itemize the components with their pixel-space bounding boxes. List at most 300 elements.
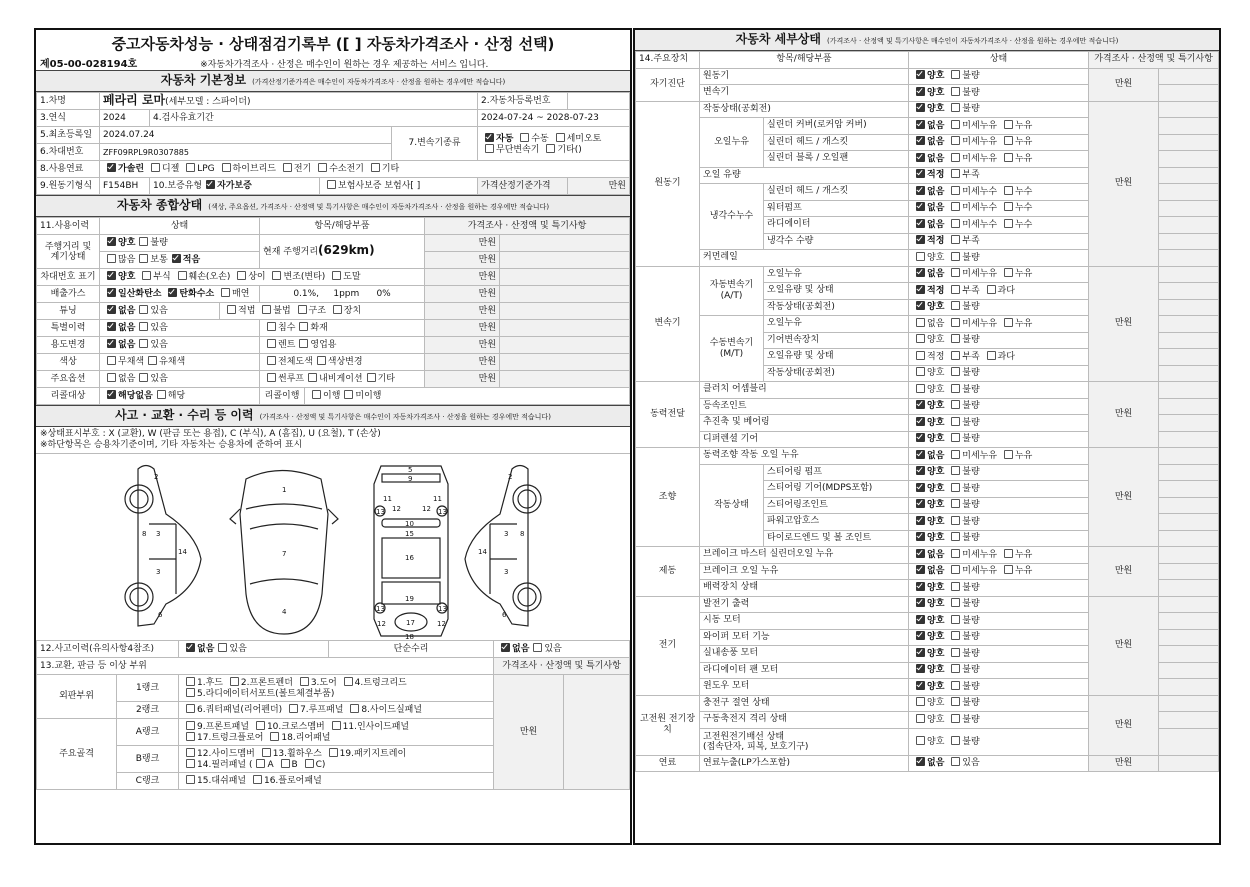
checkbox[interactable]	[107, 339, 116, 348]
checkbox[interactable]	[1004, 153, 1013, 162]
checkbox[interactable]	[951, 219, 960, 228]
checkbox[interactable]	[951, 450, 960, 459]
checkbox[interactable]	[186, 163, 195, 172]
checkbox[interactable]	[1004, 268, 1013, 277]
checkbox[interactable]	[951, 631, 960, 640]
checkbox[interactable]	[222, 163, 231, 172]
row-label: 리콜이행	[260, 388, 305, 405]
remark-cell[interactable]	[1159, 448, 1219, 465]
checkbox[interactable]	[951, 318, 960, 327]
option-label: 양호	[927, 417, 945, 428]
checkbox[interactable]	[139, 254, 148, 263]
remark-cell[interactable]	[1159, 118, 1219, 135]
checkbox[interactable]	[139, 305, 148, 314]
device-group-label: 연료	[636, 755, 700, 772]
checkbox[interactable]	[107, 237, 116, 246]
checkbox[interactable]	[107, 356, 116, 365]
checkbox[interactable]	[267, 322, 276, 331]
warranty-cell-2	[320, 178, 478, 195]
remark-cell[interactable]	[1159, 629, 1219, 646]
checkbox[interactable]	[916, 285, 925, 294]
remark-cell[interactable]	[1159, 712, 1219, 729]
checkbox[interactable]	[317, 356, 326, 365]
remark-cell[interactable]	[1159, 233, 1219, 250]
checkbox[interactable]	[951, 235, 960, 244]
checkbox[interactable]	[262, 748, 271, 757]
checkbox[interactable]	[1004, 450, 1013, 459]
car-right-side-view	[465, 466, 541, 627]
column-header: 11.사용이력	[37, 218, 100, 235]
checkbox[interactable]	[485, 144, 494, 153]
checkbox[interactable]	[281, 759, 290, 768]
checkbox[interactable]	[951, 367, 960, 376]
checkbox[interactable]	[916, 268, 925, 277]
checkbox[interactable]	[107, 390, 116, 399]
remark-cell[interactable]	[500, 320, 630, 337]
remark-cell[interactable]	[1159, 481, 1219, 498]
item-label: 작동상태(공회전)	[764, 299, 909, 316]
checkbox[interactable]	[546, 144, 555, 153]
checkbox[interactable]	[916, 516, 925, 525]
checkbox[interactable]	[951, 384, 960, 393]
engine-value: F154BH	[100, 178, 150, 195]
option-label: 도말	[343, 272, 361, 282]
checkbox[interactable]	[1004, 219, 1013, 228]
car-diagram[interactable]	[36, 454, 630, 640]
checkbox[interactable]	[916, 736, 925, 745]
state-options	[909, 266, 1089, 283]
checkbox[interactable]	[272, 271, 281, 280]
option-label: 무단변속기	[496, 144, 540, 155]
checkbox[interactable]	[951, 202, 960, 211]
option-label: 3.도어	[310, 678, 337, 688]
remark-cell[interactable]	[1159, 415, 1219, 432]
checkbox[interactable]	[151, 163, 160, 172]
diagram-label: 6	[502, 611, 507, 619]
checkbox[interactable]	[951, 757, 960, 766]
checkbox[interactable]	[951, 466, 960, 475]
remark-cell[interactable]	[1159, 662, 1219, 679]
checkbox[interactable]	[916, 598, 925, 607]
checkbox[interactable]	[951, 87, 960, 96]
checkbox[interactable]	[332, 271, 341, 280]
checkbox[interactable]	[987, 351, 996, 360]
remark-cell[interactable]	[1159, 398, 1219, 415]
checkbox[interactable]	[916, 70, 925, 79]
checkbox[interactable]	[951, 433, 960, 442]
price-unit: 만원	[1089, 68, 1159, 101]
remark-cell[interactable]	[1159, 167, 1219, 184]
option-label: 썬루프	[278, 374, 305, 384]
checkbox[interactable]	[916, 697, 925, 706]
checkbox[interactable]	[916, 136, 925, 145]
checkbox[interactable]	[1004, 549, 1013, 558]
remark-cell[interactable]	[1159, 332, 1219, 349]
state-options	[909, 184, 1089, 201]
remark-cell[interactable]	[1159, 695, 1219, 712]
remark-cell[interactable]	[1159, 613, 1219, 630]
remark-cell[interactable]	[500, 303, 630, 320]
checkbox[interactable]	[289, 704, 298, 713]
checkbox[interactable]	[951, 516, 960, 525]
state-options	[909, 217, 1089, 234]
checkbox[interactable]	[107, 271, 116, 280]
option-label: 적음	[182, 255, 201, 265]
remark-cell[interactable]	[1159, 283, 1219, 300]
option-label: 미세누유	[962, 566, 998, 577]
remark-cell[interactable]	[1159, 514, 1219, 531]
checkbox[interactable]	[951, 136, 960, 145]
label: 9.원동기형식	[37, 178, 100, 195]
checkbox[interactable]	[283, 163, 292, 172]
remark-cell[interactable]	[1159, 200, 1219, 217]
checkbox[interactable]	[344, 677, 353, 686]
option-label: A	[267, 760, 274, 770]
checkbox[interactable]	[350, 704, 359, 713]
checkbox[interactable]	[533, 643, 542, 652]
item-label: 배력장치 상태	[700, 580, 909, 597]
option-label: 양호	[927, 434, 945, 445]
checkbox[interactable]	[916, 417, 925, 426]
checkbox[interactable]	[951, 301, 960, 310]
checkbox[interactable]	[951, 417, 960, 426]
checkbox[interactable]	[333, 305, 342, 314]
option-label: 양호	[927, 665, 945, 676]
remark-cell[interactable]	[1159, 101, 1219, 118]
option-label: 과다	[997, 351, 1015, 362]
option-label: 화재	[310, 323, 328, 333]
remark-cell[interactable]	[1159, 184, 1219, 201]
remark-cell[interactable]	[1159, 349, 1219, 366]
price-unit: 만원	[1089, 266, 1159, 382]
remark-cell[interactable]	[500, 235, 630, 252]
checkbox[interactable]	[1004, 136, 1013, 145]
checkbox[interactable]	[556, 133, 565, 142]
remark-cell[interactable]	[500, 286, 630, 303]
checkbox[interactable]	[107, 322, 116, 331]
checkbox[interactable]	[142, 271, 151, 280]
remark-cell[interactable]	[1159, 530, 1219, 547]
checkbox[interactable]	[951, 681, 960, 690]
checkbox[interactable]	[186, 688, 195, 697]
option-label: 없음	[927, 203, 945, 214]
tuning-detail	[220, 303, 425, 320]
checkbox[interactable]	[916, 384, 925, 393]
checkbox[interactable]	[107, 305, 116, 314]
checkbox[interactable]	[186, 721, 195, 730]
checkbox[interactable]	[951, 334, 960, 343]
checkbox[interactable]	[327, 180, 336, 189]
checkbox[interactable]	[367, 373, 376, 382]
checkbox[interactable]	[148, 356, 157, 365]
checkbox[interactable]	[951, 664, 960, 673]
checkbox[interactable]	[951, 736, 960, 745]
price-unit: 만원	[425, 371, 500, 388]
checkbox[interactable]	[951, 103, 960, 112]
checkbox[interactable]	[951, 714, 960, 723]
checkbox[interactable]	[951, 186, 960, 195]
checkbox[interactable]	[951, 598, 960, 607]
option-label: 불량	[962, 252, 980, 263]
checkbox[interactable]	[186, 775, 195, 784]
checkbox[interactable]	[371, 163, 380, 172]
checkbox[interactable]	[951, 153, 960, 162]
checkbox[interactable]	[916, 367, 925, 376]
simple-repair-options	[494, 641, 630, 658]
checkbox[interactable]	[230, 677, 239, 686]
checkbox[interactable]	[916, 318, 925, 327]
remark-cell[interactable]	[500, 354, 630, 371]
remark-cell[interactable]	[1159, 728, 1219, 755]
checkbox[interactable]	[987, 285, 996, 294]
checkbox[interactable]	[237, 271, 246, 280]
remark-cell[interactable]	[1159, 596, 1219, 613]
option-label: 불량	[150, 238, 168, 248]
option-label: 없음	[512, 644, 530, 654]
checkbox[interactable]	[916, 351, 925, 360]
checkbox[interactable]	[916, 334, 925, 343]
checkbox[interactable]	[916, 648, 925, 657]
remark-cell[interactable]	[1159, 250, 1219, 267]
checkbox[interactable]	[916, 757, 925, 766]
option-label: 상이	[248, 272, 266, 282]
checkbox[interactable]	[916, 714, 925, 723]
remark-cell[interactable]	[500, 337, 630, 354]
checkbox[interactable]	[186, 748, 195, 757]
checkbox[interactable]	[916, 615, 925, 624]
checkbox[interactable]	[139, 339, 148, 348]
checkbox[interactable]	[916, 532, 925, 541]
checkbox[interactable]	[329, 748, 338, 757]
checkbox[interactable]	[270, 732, 279, 741]
checkbox[interactable]	[916, 664, 925, 673]
state-options	[100, 388, 260, 405]
checkbox[interactable]	[107, 163, 116, 172]
section-title: 자동차 세부상태	[735, 32, 821, 46]
state-options	[909, 613, 1089, 630]
checkbox[interactable]	[168, 288, 177, 297]
checkbox[interactable]	[951, 499, 960, 508]
checkbox[interactable]	[300, 677, 309, 686]
remark-cell[interactable]	[1159, 316, 1219, 333]
checkbox[interactable]	[951, 648, 960, 657]
checkbox[interactable]	[308, 373, 317, 382]
checkbox[interactable]	[916, 681, 925, 690]
checkbox[interactable]	[172, 254, 181, 263]
checkbox[interactable]	[344, 390, 353, 399]
checkbox[interactable]	[916, 433, 925, 442]
remark-cell[interactable]	[1159, 755, 1219, 772]
checkbox[interactable]	[267, 339, 276, 348]
overall-status-header	[36, 195, 630, 217]
checkbox[interactable]	[206, 180, 215, 189]
checkbox[interactable]	[1004, 318, 1013, 327]
remark-cell[interactable]	[1159, 497, 1219, 514]
checkbox[interactable]	[916, 219, 925, 228]
remark-cell[interactable]	[1159, 382, 1219, 399]
checkbox[interactable]	[951, 565, 960, 574]
checkbox[interactable]	[256, 759, 265, 768]
checkbox[interactable]	[951, 268, 960, 277]
state-options	[909, 250, 1089, 267]
checkbox[interactable]	[253, 775, 262, 784]
reg-number-value[interactable]	[568, 93, 630, 110]
history-options	[179, 641, 329, 658]
diagram-label: 14	[478, 548, 487, 556]
checkbox[interactable]	[186, 704, 195, 713]
checkbox[interactable]	[916, 186, 925, 195]
remark-cell[interactable]	[564, 675, 630, 790]
checkbox[interactable]	[299, 322, 308, 331]
diagram-label: 12	[377, 620, 386, 628]
checkbox[interactable]	[107, 288, 116, 297]
checkbox[interactable]	[298, 305, 307, 314]
checkbox[interactable]	[916, 169, 925, 178]
rank-items	[179, 719, 494, 746]
remark-cell[interactable]	[1159, 580, 1219, 597]
checkbox[interactable]	[107, 373, 116, 382]
option-label: 불법	[273, 306, 291, 316]
checkbox[interactable]	[951, 120, 960, 129]
checkbox[interactable]	[157, 390, 166, 399]
remark-cell[interactable]	[500, 371, 630, 388]
checkbox[interactable]	[916, 631, 925, 640]
checkbox[interactable]	[916, 235, 925, 244]
hc-value: 1ppm	[333, 288, 360, 299]
remark-cell[interactable]	[1159, 563, 1219, 580]
remark-cell[interactable]	[1159, 646, 1219, 663]
remark-cell[interactable]	[500, 252, 630, 269]
price-unit: 만원	[1089, 755, 1159, 772]
remark-cell[interactable]	[1159, 431, 1219, 448]
checkbox[interactable]	[916, 582, 925, 591]
checkbox[interactable]	[1004, 202, 1013, 211]
option-label: 불량	[962, 467, 980, 478]
checkbox[interactable]	[916, 87, 925, 96]
checkbox[interactable]	[221, 288, 230, 297]
checkbox[interactable]	[951, 70, 960, 79]
option-label: 불량	[962, 417, 980, 428]
checkbox[interactable]	[186, 677, 195, 686]
checkbox[interactable]	[916, 400, 925, 409]
checkbox[interactable]	[951, 400, 960, 409]
option-label: 기타()	[557, 144, 582, 155]
remark-cell[interactable]	[1159, 365, 1219, 382]
checkbox[interactable]	[951, 532, 960, 541]
price-unit: 만원	[1089, 382, 1159, 448]
state-options	[909, 398, 1089, 415]
checkbox[interactable]	[256, 721, 265, 730]
checkbox[interactable]	[299, 339, 308, 348]
option-label: 17.트렁크플로어	[197, 733, 264, 743]
checkbox[interactable]	[139, 373, 148, 382]
checkbox[interactable]	[951, 582, 960, 591]
checkbox[interactable]	[186, 759, 195, 768]
remark-cell[interactable]	[1159, 85, 1219, 102]
diagram-label: 10	[405, 520, 414, 528]
remark-cell[interactable]	[1159, 679, 1219, 696]
checkbox[interactable]	[916, 499, 925, 508]
checkbox[interactable]	[262, 305, 271, 314]
remark-cell[interactable]	[1159, 464, 1219, 481]
option-label: 장치	[343, 306, 362, 316]
checkbox[interactable]	[951, 615, 960, 624]
checkbox[interactable]	[1004, 565, 1013, 574]
option-label: 10.크로스멤버	[266, 722, 325, 732]
remark-cell[interactable]	[1159, 151, 1219, 168]
option-label: 없음	[118, 323, 136, 333]
option-label: 보통	[150, 255, 168, 265]
remark-cell[interactable]	[1159, 68, 1219, 85]
remark-cell[interactable]	[1159, 134, 1219, 151]
checkbox[interactable]	[267, 373, 276, 382]
checkbox[interactable]	[501, 643, 510, 652]
checkbox[interactable]	[916, 252, 925, 261]
checkbox[interactable]	[332, 721, 341, 730]
checkbox[interactable]	[916, 153, 925, 162]
option-label: 양호	[927, 533, 945, 544]
checkbox[interactable]	[267, 356, 276, 365]
checkbox[interactable]	[178, 271, 187, 280]
checkbox[interactable]	[107, 254, 116, 263]
checkbox[interactable]	[916, 450, 925, 459]
checkbox[interactable]	[951, 252, 960, 261]
item-label: 브레이크 마스터 실린더오일 누유	[700, 547, 909, 564]
checkbox[interactable]	[312, 390, 321, 399]
checkbox[interactable]	[520, 133, 529, 142]
checkbox[interactable]	[951, 351, 960, 360]
option-label: 양호	[927, 483, 945, 494]
remark-cell[interactable]	[500, 269, 630, 286]
checkbox[interactable]	[186, 643, 195, 652]
checkbox[interactable]	[951, 483, 960, 492]
fuel-options	[100, 161, 630, 178]
checkbox[interactable]	[951, 697, 960, 706]
checkbox[interactable]	[916, 202, 925, 211]
checkbox[interactable]	[305, 759, 314, 768]
checkbox[interactable]	[186, 732, 195, 741]
checkbox[interactable]	[916, 565, 925, 574]
detail-status-table	[635, 51, 1219, 772]
checkbox[interactable]	[139, 322, 148, 331]
checkbox[interactable]	[916, 549, 925, 558]
checkbox[interactable]	[916, 483, 925, 492]
checkbox[interactable]	[951, 169, 960, 178]
checkbox[interactable]	[951, 549, 960, 558]
remark-cell[interactable]	[1159, 217, 1219, 234]
option-label: 누유	[1014, 120, 1033, 131]
checkbox[interactable]	[916, 301, 925, 310]
checkbox[interactable]	[916, 466, 925, 475]
column-header: 가격조사 · 산정액 및 특기사항	[425, 218, 630, 235]
checkbox[interactable]	[1004, 120, 1013, 129]
checkbox[interactable]	[916, 103, 925, 112]
checkbox[interactable]	[139, 237, 148, 246]
checkbox[interactable]	[1004, 186, 1013, 195]
checkbox[interactable]	[318, 163, 327, 172]
checkbox[interactable]	[227, 305, 236, 314]
label: 4.검사유효기간	[150, 110, 478, 127]
checkbox[interactable]	[218, 643, 227, 652]
remark-cell[interactable]	[1159, 266, 1219, 283]
checkbox[interactable]	[485, 133, 494, 142]
checkbox[interactable]	[916, 120, 925, 129]
remark-cell[interactable]	[1159, 547, 1219, 564]
state-options	[909, 101, 1089, 118]
remark-cell[interactable]	[1159, 299, 1219, 316]
checkbox[interactable]	[951, 285, 960, 294]
option-label: 미세누유	[962, 318, 998, 329]
